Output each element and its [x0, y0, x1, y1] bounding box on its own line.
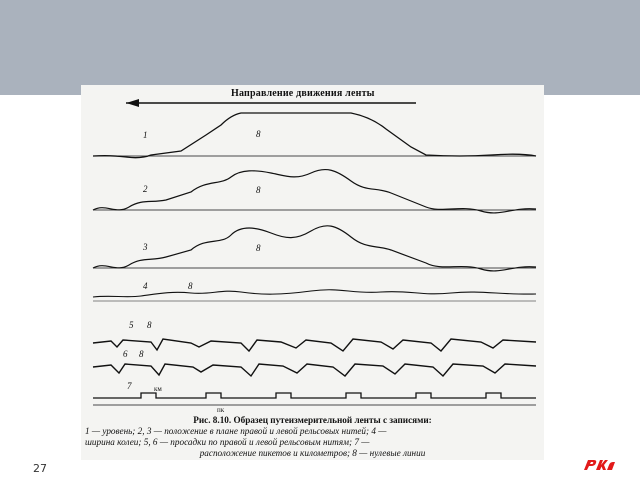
curve-level: [93, 113, 536, 158]
tape-direction-title: Направление движения ленты: [231, 88, 375, 99]
pk-marker: пк: [217, 406, 225, 414]
caption-line: 1 — уровень; 2, 3 — положение в плане правой и левой рельсовых нитей; 4 —: [85, 426, 387, 436]
curve-label: 3: [143, 242, 148, 252]
curve-pickets: [93, 393, 536, 405]
slide-header-band: [0, 0, 640, 95]
curve-label: 6: [123, 349, 128, 359]
caption-line: расположение пикетов и километров; 8 — нулевые линии: [199, 448, 426, 458]
figure-caption: [85, 415, 540, 459]
curve-sag-left: [93, 364, 536, 376]
curve-label: 8: [256, 243, 261, 253]
curve-label: 8: [256, 129, 261, 139]
rzd-logo-icon: [582, 456, 616, 474]
curve-label: 8: [139, 349, 144, 359]
curve-label: 8: [188, 281, 193, 291]
curve-plan-right: [93, 170, 536, 213]
curve-label: 1: [143, 130, 148, 140]
direction-arrow-icon: [126, 99, 416, 107]
tape-recording: [81, 85, 544, 460]
page-number: 27: [33, 462, 47, 475]
caption-title: Рис. 8.10. Образец путеизмерительной ленты с записями:: [193, 415, 432, 425]
km-marker: км: [154, 385, 162, 393]
curve-label: 8: [147, 320, 152, 330]
curve-label: 4: [143, 281, 148, 291]
curve-label: 2: [143, 184, 148, 194]
curve-label: 7: [127, 381, 132, 391]
curve-label: 5: [129, 320, 134, 330]
curve-plan-left: [93, 226, 536, 271]
curve-label: 8: [256, 185, 261, 195]
curve-gauge: [93, 290, 536, 301]
caption-line: ширина колеи; 5, 6 — просадки по правой и левой рельсовым нитям; 7 —: [85, 437, 370, 447]
tape-figure: [81, 85, 544, 460]
curve-sag-right: [93, 339, 536, 351]
